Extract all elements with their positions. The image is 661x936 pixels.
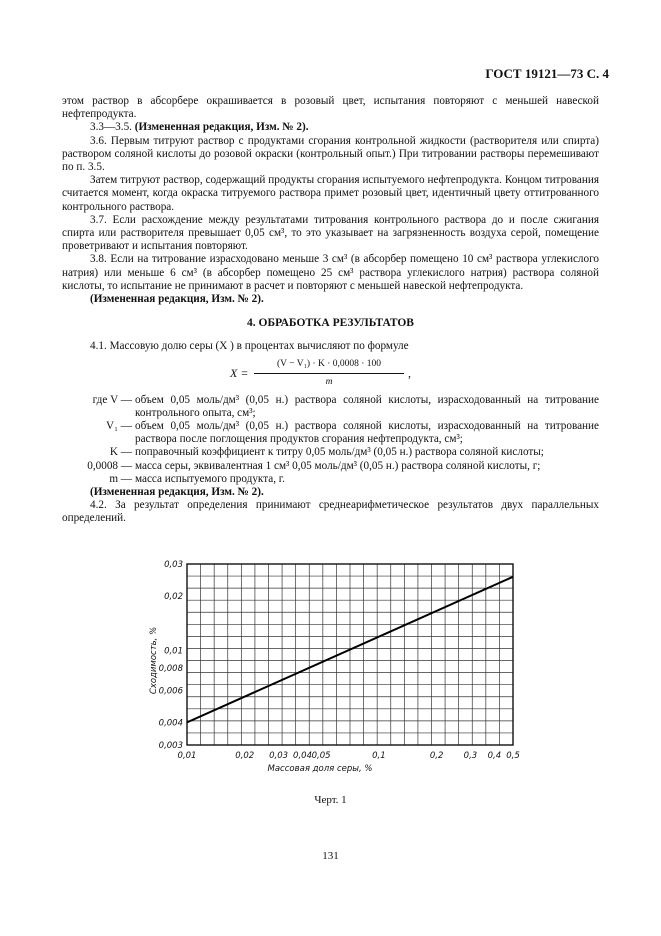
formula-denominator: m <box>325 376 333 387</box>
x-tick-label: 0,02 <box>235 751 255 761</box>
y-tick-label: 0,004 <box>158 718 183 729</box>
x-tick-label: 0,5 <box>506 751 520 761</box>
formula <box>62 358 599 392</box>
y-tick-label: 0,006 <box>158 686 183 697</box>
definition-symbol: K — <box>109 446 132 459</box>
paragraph <box>62 121 599 134</box>
figure-caption: Черт. 1 <box>314 794 347 806</box>
convergence-chart <box>136 548 536 783</box>
y-tick-label: 0,01 <box>164 646 183 657</box>
y-tick-label: 0,03 <box>164 560 183 570</box>
paragraph: этом раствор в абсорбере окрашивается в розовый цвет, испытания повторяют с меньшей навеской нефтепродукта. <box>62 95 599 121</box>
definition-item <box>62 394 599 420</box>
formula-tail: , <box>408 365 411 380</box>
x-axis-label: Массовая доля серы, % <box>267 764 373 774</box>
formula-fraction <box>254 358 404 389</box>
x-tick-label: 0,03 <box>269 751 289 761</box>
x-tick-label: 0,4 <box>487 751 502 761</box>
x-tick-label: 0,1 <box>372 751 386 761</box>
section-title: 4. ОБРАБОТКА РЕЗУЛЬТАТОВ <box>247 317 414 330</box>
paragraph: 3.7. Если расхождение между результатами титрования контрольного раствора до и после сжигания спирта или растворителя превышает 0,05 см³, то это указывает на загрязненность воздуха серой, помещение проветривают и испытания повторяют. <box>62 213 599 253</box>
formula-lhs: X = <box>230 365 249 380</box>
paragraph: 4.1. Массовую долю серы (X ) в процентах вычисляют по формуле <box>90 340 409 353</box>
y-tick-label: 0,003 <box>158 741 183 751</box>
amendment-note: (Измененная редакция, Изм. № 2). <box>90 293 264 306</box>
formula-numerator: (V − V₁) · K · 0,0008 · 100 <box>254 358 404 374</box>
definition-item <box>62 420 599 446</box>
y-tick-label: 0,02 <box>164 591 183 602</box>
paragraph: Затем титруют раствор, содержащий продукты сгорания испытуемого нефтепродукта. Концом титрования считается момент, когда окраска титруемого раствора примет розовый цвет, идентичный цвету оттитрованного контрольного раствора. <box>62 174 599 213</box>
x-tick-label: 0,04 <box>293 751 312 761</box>
definition-text: масса серы, эквивалентная 1 см³ 0,05 моль/дм³ (0,05 н.) раствора соляной кислоты, г; <box>135 459 541 472</box>
amendment-note: (Измененная редакция, Изм. № 2). <box>90 486 264 499</box>
definition-item <box>62 446 599 459</box>
definition-symbol: V₁ — <box>106 420 132 433</box>
x-tick-label: 0,01 <box>177 751 197 761</box>
x-tick-label: 0,05 <box>311 751 331 761</box>
paragraph: 3.6. Первым титруют раствор с продуктами сгорания контрольной жидкости (растворителя или спирта) раствором соляной кислоты до розовой окраски (контрольный опыт.) При титровании растворы перемешивают по п. 3.5. <box>62 134 599 174</box>
definition-item <box>62 473 599 486</box>
definition-symbol: 0,0008 — <box>87 459 132 472</box>
paragraph: 3.8. Если на титрование израсходовано меньше 3 см³ (в абсорбер помещено 10 см³ раствора углекислого натрия) или меньше 6 см³ (в абсорбер помещено 25 см³ раствора углекислого натрия) раствора соляной кислоты, то испытание не принимают в расчет и повторяют с меньшей навеской нефтепродукта. <box>62 253 599 292</box>
definition-symbol: m — <box>109 472 132 485</box>
x-tick-label: 0,2 <box>429 751 444 761</box>
document-body <box>62 95 599 526</box>
definition-text: объем 0,05 моль/дм³ (0,05 н.) раствора соляной кислоты, израсходованный на титрование раствора после поглощения продуктов сгорания нефтепродукта, см³; <box>135 420 599 446</box>
x-tick-label: 0,3 <box>463 751 478 761</box>
definition-text: поправочный коэффициент к титру 0,05 моль/дм³ (0,05 н.) раствора соляной кислоты; <box>135 446 544 459</box>
document-header: ГОСТ 19121—73 С. 4 <box>485 66 609 81</box>
definition-symbol: где V — <box>92 393 132 406</box>
y-axis-label: Сходимость, % <box>149 626 159 695</box>
page-number: 131 <box>322 850 339 862</box>
definition-item <box>62 460 599 473</box>
clause-number: 3.3—3.5. <box>90 121 135 134</box>
definition-text: масса испытуемого продукта, г. <box>135 472 285 485</box>
definition-text: объем 0,05 моль/дм³ (0,05 н.) раствора соляной кислоты, израсходованный на титрование контрольного опыта, см³; <box>135 393 599 419</box>
amendment-note: (Измененная редакция, Изм. № 2). <box>134 121 309 134</box>
paragraph: 4.2. За результат определения принимают среднеарифметическое результатов двух параллельных определений. <box>62 499 599 525</box>
y-tick-label: 0,008 <box>158 663 183 674</box>
